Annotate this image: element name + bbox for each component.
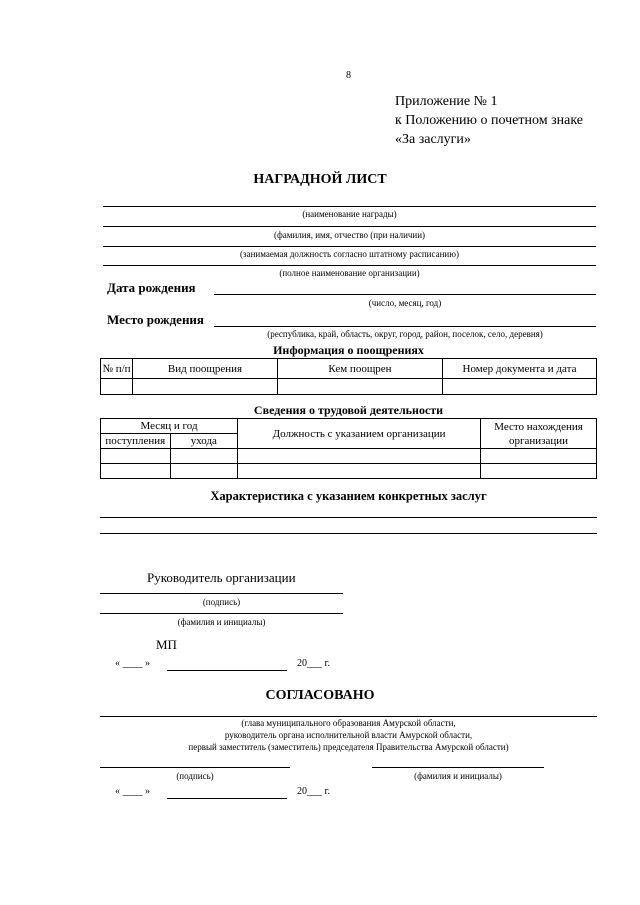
day-blank[interactable]: ____: [122, 658, 143, 669]
birth-date-label: Дата рождения: [107, 280, 196, 295]
name-line[interactable]: [100, 613, 343, 614]
approval-caption-1: (глава муниципального образования Амурской области,: [241, 718, 456, 728]
position-caption: (занимаемая должность согласно штатному расписанию): [240, 249, 459, 259]
position-line[interactable]: [103, 246, 596, 247]
work-cell[interactable]: [481, 464, 597, 479]
birth-place-caption: (республика, край, область, округ, город, район, поселок, село, деревня): [267, 329, 543, 339]
work-cell[interactable]: [170, 464, 238, 479]
work-cell[interactable]: [101, 464, 171, 479]
month-line[interactable]: [167, 670, 287, 671]
award-name-caption: (наименование награды): [302, 209, 397, 219]
signature-line[interactable]: [100, 593, 343, 594]
full-name-line[interactable]: [103, 226, 596, 227]
approval-signature-caption: (подпись): [176, 771, 214, 781]
birth-place-line[interactable]: [214, 326, 596, 327]
col-number: № п/п: [101, 359, 133, 379]
col-awarded-by: Кем поощрен: [278, 359, 443, 379]
col-document: Номер документа и дата: [443, 359, 597, 379]
incentive-cell[interactable]: [101, 379, 133, 395]
award-name-line[interactable]: [103, 206, 596, 207]
work-cell[interactable]: [170, 449, 238, 464]
quote-close: »: [145, 786, 150, 797]
location-header: Место нахождения организации: [481, 419, 597, 449]
name-caption: (фамилия и инициалы): [177, 617, 266, 627]
organization-caption: (полное наименование организации): [279, 268, 420, 278]
start-header: поступления: [101, 434, 171, 449]
approval-date-row: [115, 786, 150, 797]
appendix-block: [395, 92, 583, 149]
approval-line[interactable]: [100, 716, 597, 717]
incentive-cell[interactable]: [443, 379, 597, 395]
birth-date-line[interactable]: [214, 294, 596, 295]
head-of-org-label: Руководитель организации: [147, 570, 296, 585]
work-heading: Сведения о трудовой деятельности: [253, 403, 444, 417]
characteristic-line[interactable]: [100, 517, 597, 518]
work-cell[interactable]: [238, 449, 481, 464]
appendix-line2: к Положению о почетном знаке: [395, 113, 584, 128]
characteristic-heading: Характеристика с указанием конкретных заслуг: [210, 489, 487, 503]
position-org-header: Должность с указанием организации: [238, 419, 481, 449]
month-year-header: Месяц и год: [101, 419, 238, 434]
approval-caption-2: руководитель органа исполнительной власти Амурской области,: [224, 730, 473, 740]
stamp-label: МП: [156, 637, 177, 652]
organization-line[interactable]: [103, 265, 596, 266]
quote-close: »: [145, 658, 150, 669]
full-name-caption: (фамилия, имя, отчество (при наличии): [273, 230, 426, 240]
approval-name-line[interactable]: [372, 767, 544, 768]
incentives-heading: Информация о поощрениях: [273, 343, 424, 357]
quote-open: «: [115, 658, 120, 669]
col-incentive-type: Вид поощрения: [133, 359, 278, 379]
incentive-cell[interactable]: [133, 379, 278, 395]
end-header: ухода: [170, 434, 238, 449]
year-label: 20___ г.: [297, 658, 330, 669]
approval-month-line[interactable]: [167, 798, 287, 799]
characteristic-line[interactable]: [100, 533, 597, 534]
day-blank[interactable]: ____: [122, 786, 143, 797]
birth-place-label: Место рождения: [107, 312, 204, 327]
approval-heading: СОГЛАСОВАНО: [265, 688, 375, 703]
appendix-line3: «За заслуги»: [395, 132, 471, 147]
signature-caption: (подпись): [202, 597, 241, 607]
quote-open: «: [115, 786, 120, 797]
work-cell[interactable]: [238, 464, 481, 479]
document-title: НАГРАДНОЙ ЛИСТ: [253, 172, 387, 187]
appendix-line1: Приложение № 1: [395, 94, 498, 109]
incentive-cell[interactable]: [278, 379, 443, 395]
approval-name-caption: (фамилия и инициалы): [414, 771, 502, 781]
work-cell[interactable]: [101, 449, 171, 464]
approval-year-label: 20___ г.: [297, 786, 330, 797]
approval-caption-3: первый заместитель (заместитель) председателя Правительства Амурской области): [188, 742, 509, 752]
date-row: [115, 658, 150, 669]
work-cell[interactable]: [481, 449, 597, 464]
incentives-table: [100, 358, 597, 395]
approval-signature-line[interactable]: [100, 767, 290, 768]
birth-date-caption: (число, месяц, год): [368, 298, 442, 308]
page-number: 8: [346, 70, 351, 81]
work-table: [100, 418, 597, 479]
